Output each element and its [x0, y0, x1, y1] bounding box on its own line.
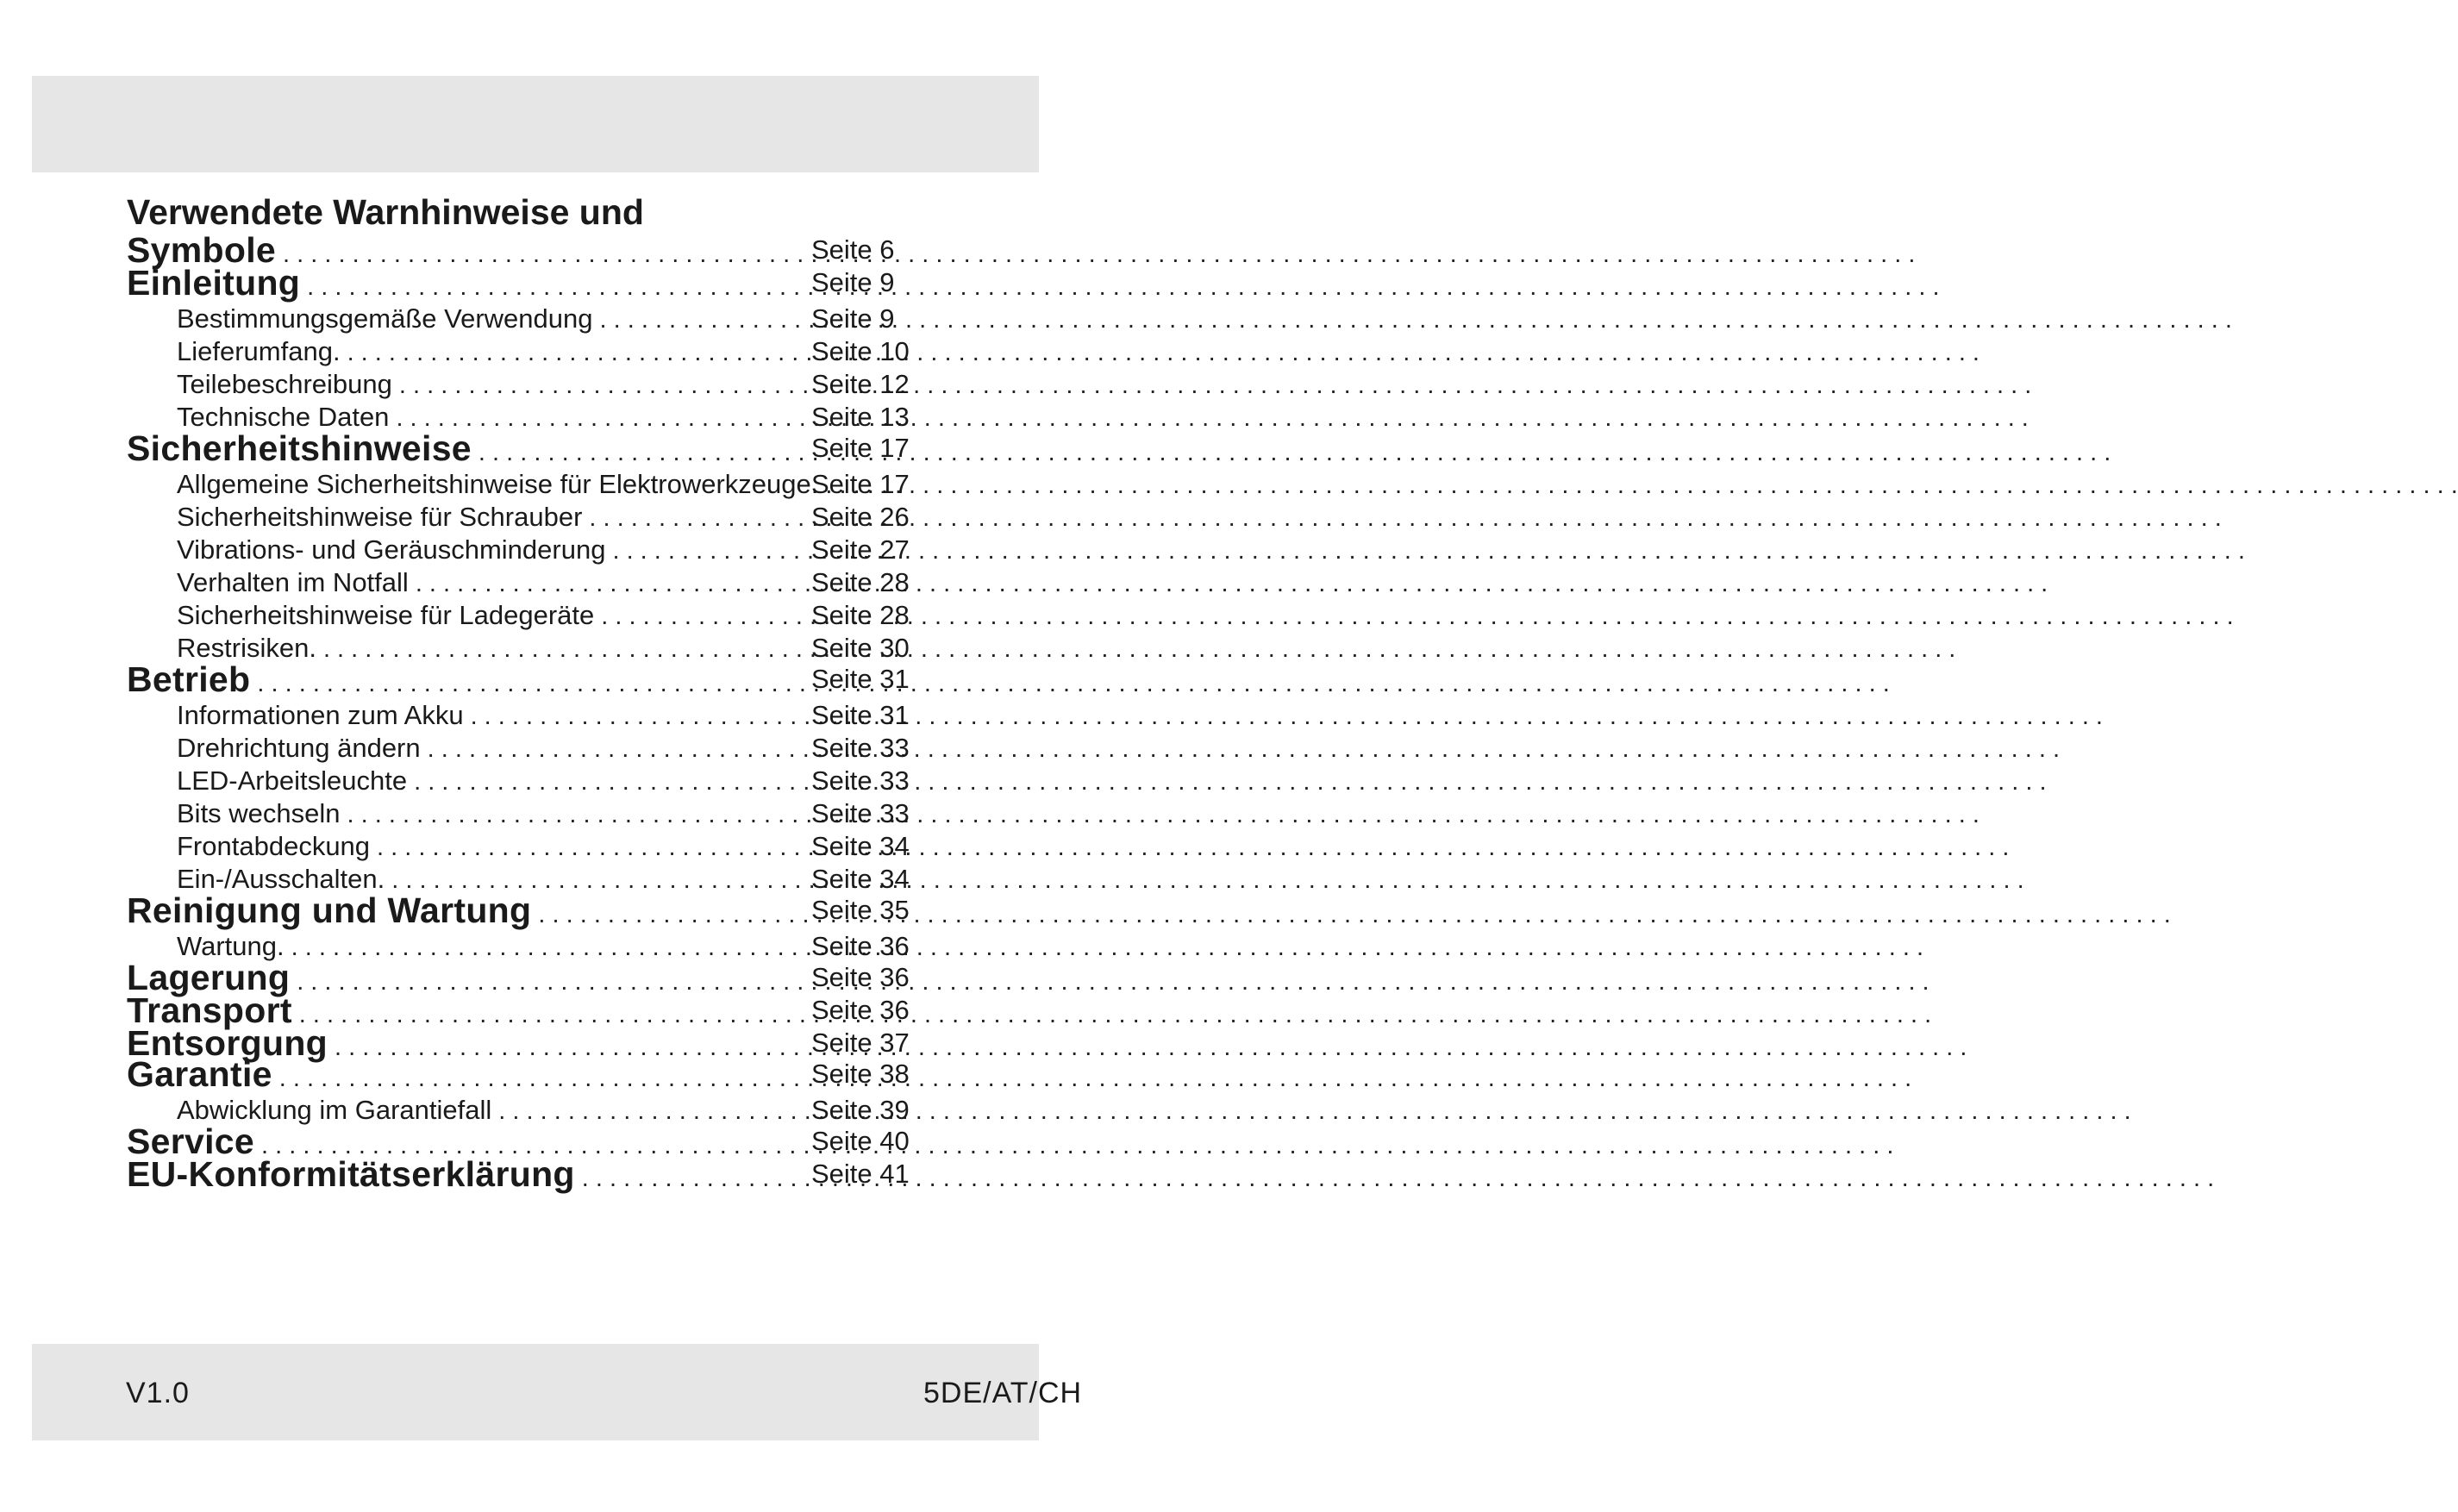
toc-entry-title: Reinigung und Wartung: [127, 890, 532, 930]
dot-leader: [272, 1065, 1911, 1093]
toc-entry-page: Seite 33: [811, 765, 910, 796]
toc-entry-page: Seite 9: [811, 267, 895, 297]
toc-section: [127, 660, 808, 698]
toc-entry-page: Seite 30: [811, 633, 910, 663]
toc-entry-page: Seite 39: [811, 1095, 910, 1125]
toc-entry-title: Wartung.: [177, 931, 285, 961]
toc-entry-title: Sicherheitshinweise: [127, 428, 472, 468]
dot-leader: [464, 703, 2103, 731]
toc-entry-page: Seite 12: [811, 369, 910, 399]
toc-entry-title: Restrisiken.: [177, 633, 316, 663]
toc-entry-title: Verhalten im Notfall: [177, 567, 409, 597]
toc-entry-title: Symbole: [127, 230, 276, 270]
toc-entry-title: Vibrations- und Geräuschminderung: [177, 534, 606, 565]
toc-entry-title: Teilebeschreibung: [177, 369, 392, 399]
toc-entry-page: Seite 28: [811, 567, 910, 597]
toc-entry-page: Seite 31: [811, 700, 910, 730]
dot-leader: [818, 472, 2457, 500]
toc-entry-page: Seite 10: [811, 336, 910, 366]
toc-entry-page: Seite 33: [811, 798, 910, 828]
toc-entry-page: Seite 36: [811, 931, 910, 961]
dot-leader: [472, 439, 2111, 467]
dot-leader: [407, 768, 2046, 797]
toc-section: [127, 1155, 808, 1193]
dot-leader: [409, 570, 2048, 598]
dot-leader: [531, 901, 2170, 929]
dot-leader: [341, 801, 1980, 829]
toc-entry-page: Seite 35: [811, 895, 910, 925]
dot-leader: [421, 735, 2060, 764]
toc-entry-title: Transport: [127, 990, 292, 1030]
toc-entry-page: Seite 13: [811, 402, 910, 432]
dot-leader: [341, 339, 1980, 367]
dot-leader: [370, 834, 2009, 862]
toc-entry-title: Drehrichtung ändern: [177, 733, 421, 763]
dot-leader: [392, 372, 2031, 400]
toc-entry-title: EU-Konformitätserklärung: [127, 1154, 575, 1194]
toc-entry-title: Abwicklung im Garantiefall: [177, 1095, 492, 1125]
toc-entry-title: Lieferumfang.: [177, 336, 341, 366]
toc-entry-title: Bestimmungsgemäße Verwendung: [177, 303, 593, 334]
toc-entry-title: Entsorgung: [127, 1023, 328, 1063]
toc-entry-page: Seite 34: [811, 831, 910, 861]
toc-entry-title: Ein-/Ausschalten.: [177, 864, 385, 894]
toc-entry-title: Allgemeine Sicherheitshinweise für Elektrowerkzeuge.: [177, 469, 819, 499]
toc-entry-page: Seite 36: [811, 962, 910, 992]
toc-entry-page: Seite 9: [811, 303, 895, 334]
toc-entry-title: Sicherheitshinweise für Ladegeräte: [177, 600, 595, 630]
toc-entry-title: LED-Arbeitsleuchte: [177, 765, 408, 796]
toc-entry-page: Seite 17: [811, 469, 910, 499]
toc-section: [127, 1055, 808, 1093]
toc-entry-title: Garantie: [127, 1054, 272, 1094]
toc-entry-page: Seite 17: [811, 433, 910, 463]
toc-entry-title: Betrieb: [127, 659, 251, 699]
toc-entry-page: Seite 36: [811, 995, 910, 1025]
toc-entry-page: Seite 6: [811, 234, 895, 265]
toc-heading-line: Verwendete Warnhinweise und: [127, 192, 644, 232]
toc-entry-page: Seite 34: [811, 864, 910, 894]
toc-entry-title: Lagerung: [127, 958, 291, 997]
toc-entry-title: Einleitung: [127, 263, 301, 303]
toc-entry-title: Service: [127, 1122, 255, 1161]
toc-entry-page: Seite 40: [811, 1126, 910, 1156]
header-band: [32, 76, 1039, 172]
toc-entry-page: Seite 33: [811, 733, 910, 763]
toc-entry-page: Seite 27: [811, 534, 910, 565]
footer-band: [32, 1344, 1083, 1440]
toc-entry-page: Seite 28: [811, 600, 910, 630]
toc-entry-title: Technische Daten: [177, 402, 390, 432]
footer-page-code: 5DE/AT/CH: [923, 1377, 1083, 1409]
toc-entry-page: Seite 38: [811, 1059, 910, 1089]
dot-leader: [250, 670, 1889, 698]
toc-entry-title: Bits wechseln: [177, 798, 341, 828]
toc-entry-page: Seite 31: [811, 664, 910, 694]
toc-entry-page: Seite 37: [811, 1028, 910, 1058]
version-label: V1.0: [126, 1377, 190, 1409]
toc-entry-page: Seite 41: [811, 1159, 910, 1189]
dot-leader: [300, 273, 1939, 302]
toc-entry-title: Informationen zum Akku: [177, 700, 464, 730]
toc-entry-title: Frontabdeckung: [177, 831, 371, 861]
toc-entry-title: Sicherheitshinweise für Schrauber: [177, 502, 583, 532]
toc-section: [127, 264, 808, 302]
toc-section: [127, 891, 808, 929]
toc-section: [127, 429, 808, 467]
toc-entry-page: Seite 26: [811, 502, 910, 532]
